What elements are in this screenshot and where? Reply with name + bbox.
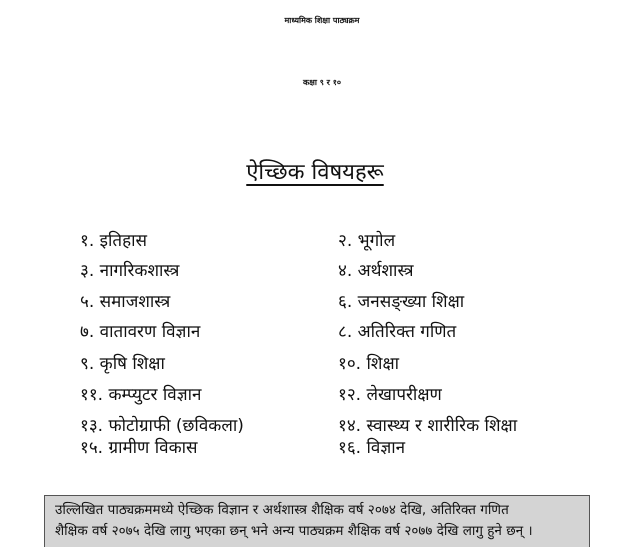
subject-item: १३. फोटोग्राफी (छविकला) [80,416,244,436]
subject-item: ५. समाजशास्त्र [80,292,171,312]
subject-item: ४. अर्थशास्त्र [338,261,414,281]
note-line-1: उल्लिखित पाठ्यक्रममध्ये ऐच्छिक विज्ञान र अर्थशास्त्र शैक्षिक वर्ष २०७४ देखि, अतिरिक्त गणित [55,502,509,518]
subject-item: १५. ग्रामीण विकास [80,438,198,458]
subject-item: ११. कम्प्युटर विज्ञान [80,385,202,405]
subject-item: ६. जनसङ्ख्या शिक्षा [338,292,465,312]
subject-item: ९. कृषि शिक्षा [80,354,165,374]
subject-item: १६. विज्ञान [338,438,406,458]
document-title: माध्यमिक शिक्षा पाठ्यक्रम [284,16,360,25]
subject-item: ८. अतिरिक्त गणित [338,322,457,342]
subject-item: १२. लेखापरीक्षण [338,385,442,405]
section-heading-text: ऐच्छिक विषयहरू [246,160,384,185]
subject-item: २. भूगोल [338,231,396,251]
subject-item: १०. शिक्षा [338,354,400,374]
subject-item: १४. स्वास्थ्य र शारीरिक शिक्षा [338,416,518,436]
note-line-2: शैक्षिक वर्ष २०७५ देखि लागु भएका छन् भने अन्य पाठ्यक्रम शैक्षिक वर्ष २०७७ देखि लागु हुने छन् । [55,523,533,539]
subject-item: ३. नागरिकशास्त्र [80,261,180,281]
section-heading [0,158,630,188]
subject-item: १. इतिहास [80,231,148,251]
note-box [44,495,590,547]
subject-item: ७. वातावरण विज्ञान [80,322,201,342]
class-heading: कक्षा ९ र १० [302,78,342,87]
